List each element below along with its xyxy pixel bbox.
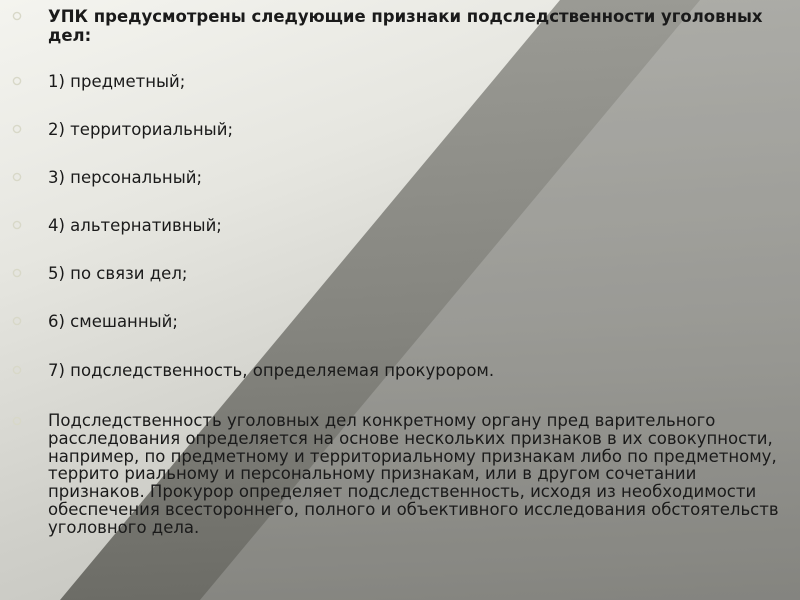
list-item-text: 7) подследственность, определяемая прокурором. — [48, 361, 495, 380]
list-item-text: 6) смешанный; — [48, 312, 178, 331]
list-item-text: 2) территориальный; — [48, 120, 233, 139]
list-item — [48, 264, 788, 283]
list-item-text: 5) по связи дел; — [48, 264, 188, 283]
list-item — [48, 216, 788, 235]
list-item — [48, 120, 788, 139]
circle-bullet-icon — [12, 172, 22, 182]
circle-bullet-icon — [12, 76, 22, 86]
list-item — [48, 72, 788, 91]
list-item-text: 1) предметный; — [48, 72, 186, 91]
circle-bullet-icon — [12, 416, 22, 426]
circle-bullet-icon — [12, 220, 22, 230]
heading-text: УПК предусмотрены следующие признаки подследственности уголовных дел: — [48, 7, 763, 45]
list-item-text: 3) персональный; — [48, 168, 203, 187]
circle-bullet-icon — [12, 365, 22, 375]
list-item-text: 4) альтернативный; — [48, 216, 222, 235]
paragraph-text: Подследственность уголовных дел конкретному органу пред варительного расследования определяется на основе нескольких признаков в их совокупности, например, по предметному и территориальному признакам либо по предметному, террито риальному и персональному признакам, или в другом сочетании признаков. Прокурор определяет подследственность, исходя из необходимости обеспечения всестороннего, полного и объективного исследования обстоятельств уголовного дела. — [48, 411, 779, 537]
list-item-heading — [48, 7, 788, 45]
list-item-paragraph — [48, 412, 788, 537]
circle-bullet-icon — [12, 316, 22, 326]
circle-bullet-icon — [12, 11, 22, 21]
list-item — [48, 312, 788, 331]
list-item — [48, 168, 788, 187]
circle-bullet-icon — [12, 124, 22, 134]
circle-bullet-icon — [12, 268, 22, 278]
list-item — [48, 361, 788, 380]
